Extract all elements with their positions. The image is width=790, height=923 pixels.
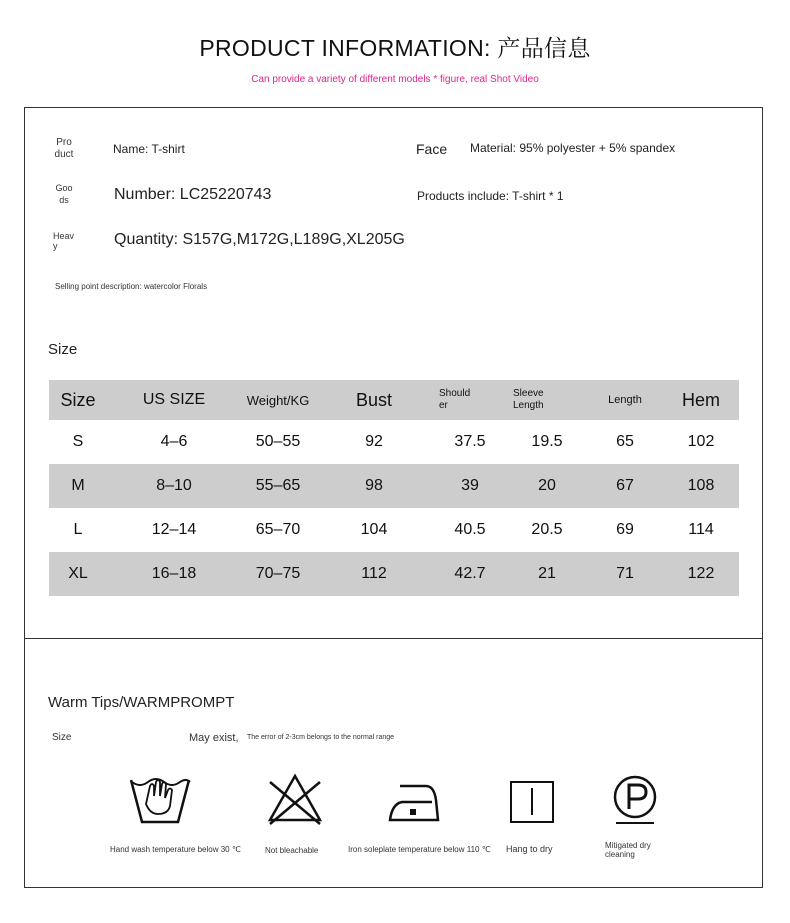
care-caption-dry-clean: Mitigated dry cleaning — [605, 841, 651, 859]
table-cell: 21 — [507, 552, 587, 596]
label-goods: Goo ds — [55, 183, 73, 205]
table-cell: 8–10 — [107, 464, 241, 508]
size-section-label: Size — [48, 341, 78, 358]
table-cell: 104 — [360, 521, 388, 538]
size-table — [49, 380, 739, 596]
table-cell: 108 — [663, 464, 739, 508]
table-cell: 39 — [433, 464, 507, 508]
page-title: PRODUCT INFORMATION: 产品信息 — [199, 35, 591, 61]
dry-clean-icon — [610, 772, 660, 826]
table-cell: 69 — [616, 521, 634, 538]
table-cell: 42.7 — [433, 552, 507, 596]
care-caption-hand-wash: Hand wash temperature below 30 ℃ — [110, 845, 241, 854]
table-row — [49, 552, 739, 596]
table-cell: 71 — [587, 552, 663, 596]
table-cell: 114 — [688, 521, 714, 538]
table-cell: 12–14 — [151, 521, 197, 538]
col-header-bust: Bust — [315, 380, 433, 420]
hang-dry-icon — [508, 779, 556, 825]
no-bleach-icon — [266, 772, 324, 826]
col-header-shoulder: Should er — [433, 380, 507, 420]
table-row — [49, 464, 739, 508]
table-cell: 40.5 — [454, 521, 486, 538]
table-cell: 70–75 — [241, 552, 315, 596]
table-cell: 20 — [507, 464, 587, 508]
product-includes: Products include: T-shirt * 1 — [417, 189, 564, 203]
label-product: Pro duct — [54, 137, 74, 160]
table-cell: 65–70 — [255, 521, 301, 538]
care-caption-iron: Iron soleplate temperature below 110 ℃ — [348, 845, 491, 854]
table-cell: 20.5 — [531, 521, 563, 538]
table-cell: 55–65 — [241, 464, 315, 508]
product-number: Number: LC25220743 — [114, 186, 272, 203]
tips-may-exist: May exist, — [189, 732, 239, 744]
care-caption-hang-dry: Hang to dry — [506, 844, 553, 854]
table-cell: 16–18 — [107, 552, 241, 596]
table-cell: 4–6 — [160, 433, 188, 450]
selling-point: Selling point description: watercolor Florals — [55, 282, 208, 291]
table-cell: 67 — [587, 464, 663, 508]
table-cell: 50–55 — [255, 433, 301, 450]
table-cell: M — [49, 464, 107, 508]
table-cell: 65 — [616, 433, 634, 450]
table-cell: 102 — [687, 433, 715, 450]
col-header-size: Size — [49, 380, 107, 420]
tips-size-label: Size — [52, 732, 72, 743]
col-header-weight: Weight/KG — [241, 380, 315, 420]
hand-wash-icon — [128, 774, 192, 826]
table-cell: 112 — [315, 552, 433, 596]
product-material: Material: 95% polyester + 5% spandex — [470, 141, 676, 155]
table-cell: 37.5 — [454, 433, 486, 450]
face-label: Face — [416, 141, 448, 157]
product-name: Name: T-shirt — [113, 142, 185, 156]
care-caption-no-bleach: Not bleachable — [265, 846, 319, 855]
label-heavy: Heav y — [53, 231, 75, 251]
table-row — [49, 508, 739, 552]
warm-tips-title: Warm Tips/WARMPROMPT — [48, 694, 235, 711]
table-header-row — [49, 380, 739, 420]
table-cell: 98 — [315, 464, 433, 508]
table-cell: 122 — [663, 552, 739, 596]
table-row — [49, 420, 739, 464]
table-cell: 92 — [365, 433, 383, 450]
iron-icon — [386, 780, 442, 826]
table-cell: 19.5 — [531, 433, 563, 450]
table-cell: L — [73, 521, 83, 538]
col-header-sleeve: Sleeve Length — [507, 380, 587, 420]
col-header-length: Length — [587, 380, 663, 420]
col-header-hem: Hem — [663, 380, 739, 420]
page-subtitle: Can provide a variety of different models * figure, real Shot Video — [251, 74, 539, 85]
tips-error-note: The error of 2-3cm belongs to the normal range — [247, 734, 395, 741]
table-cell: S — [72, 433, 84, 450]
col-header-us-size: US SIZE — [107, 380, 241, 420]
table-cell: XL — [49, 552, 107, 596]
product-quantity: Quantity: S157G,M172G,L189G,XL205G — [114, 231, 405, 248]
